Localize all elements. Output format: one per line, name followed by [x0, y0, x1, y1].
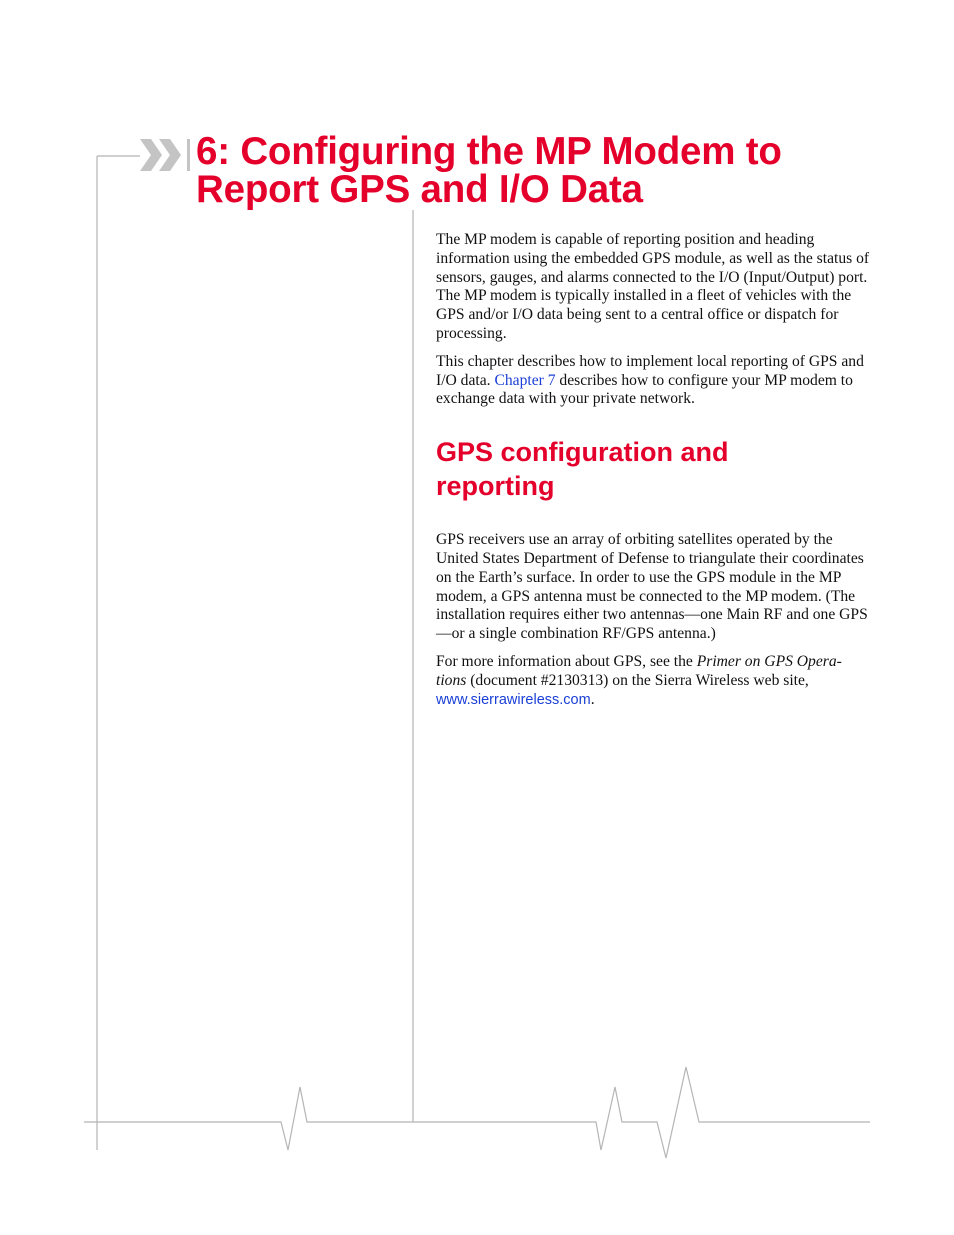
double-chevron-icon [140, 139, 190, 171]
chapter-title-line1: 6: Configuring the MP Modem to [196, 130, 782, 173]
gps-paragraph-2-start: For more information about GPS, see the [436, 652, 697, 670]
gps-paragraph-2 [436, 653, 876, 709]
chapter-title-line2: Report GPS and I/O Data [196, 168, 643, 211]
bottom-signal-rule [84, 1067, 870, 1158]
gps-paragraph-1: GPS receivers use an array of orbiting satellites operated by the United States Department of Defense to triangulate their coordinates on the Earth’s surface. In order to use the GPS module in the MP modem, a GPS antenna must be connected to the MP modem. (The installation requires either two antennas—one Main RF and one GPS—or a single combination RF/GPS antenna.) [436, 531, 868, 643]
section-heading [436, 435, 876, 503]
gps-paragraph-2-middle: (document #2130313) on the Sierra Wireless web site, [466, 671, 809, 689]
intro-paragraph-2 [436, 353, 876, 409]
intro-paragraph-1: The MP modem is capable of reporting position and heading information using the embedded GPS module, as well as the status of sensors, gauges, and alarms connected to the I/O (Input/Output) port. The MP modem is typically installed in a fleet of vehicles with the GPS and/or I/O data being sent to a central office or dispatch for processing. [436, 231, 870, 342]
intro-paragraph-2-start: This chapter describes how to implement local reporting of GPS and I/O data. [436, 352, 864, 389]
gps-paragraph-2-end: . [590, 690, 595, 708]
section-heading-line1: GPS configuration and [436, 437, 729, 468]
chapter-title [196, 130, 896, 211]
primer-title-line1: Primer on GPS Opera- [696, 652, 842, 670]
body-column [436, 231, 876, 718]
chapter-7-link[interactable]: Chapter 7 [494, 371, 556, 389]
primer-title-line2: tions [436, 671, 467, 689]
intro-paragraph-2-end: describes how to configure your MP modem to exchange data with your private network. [436, 371, 853, 408]
section-heading-line2: reporting [436, 471, 555, 502]
website-link[interactable]: www.sierrawireless.com [436, 691, 591, 708]
